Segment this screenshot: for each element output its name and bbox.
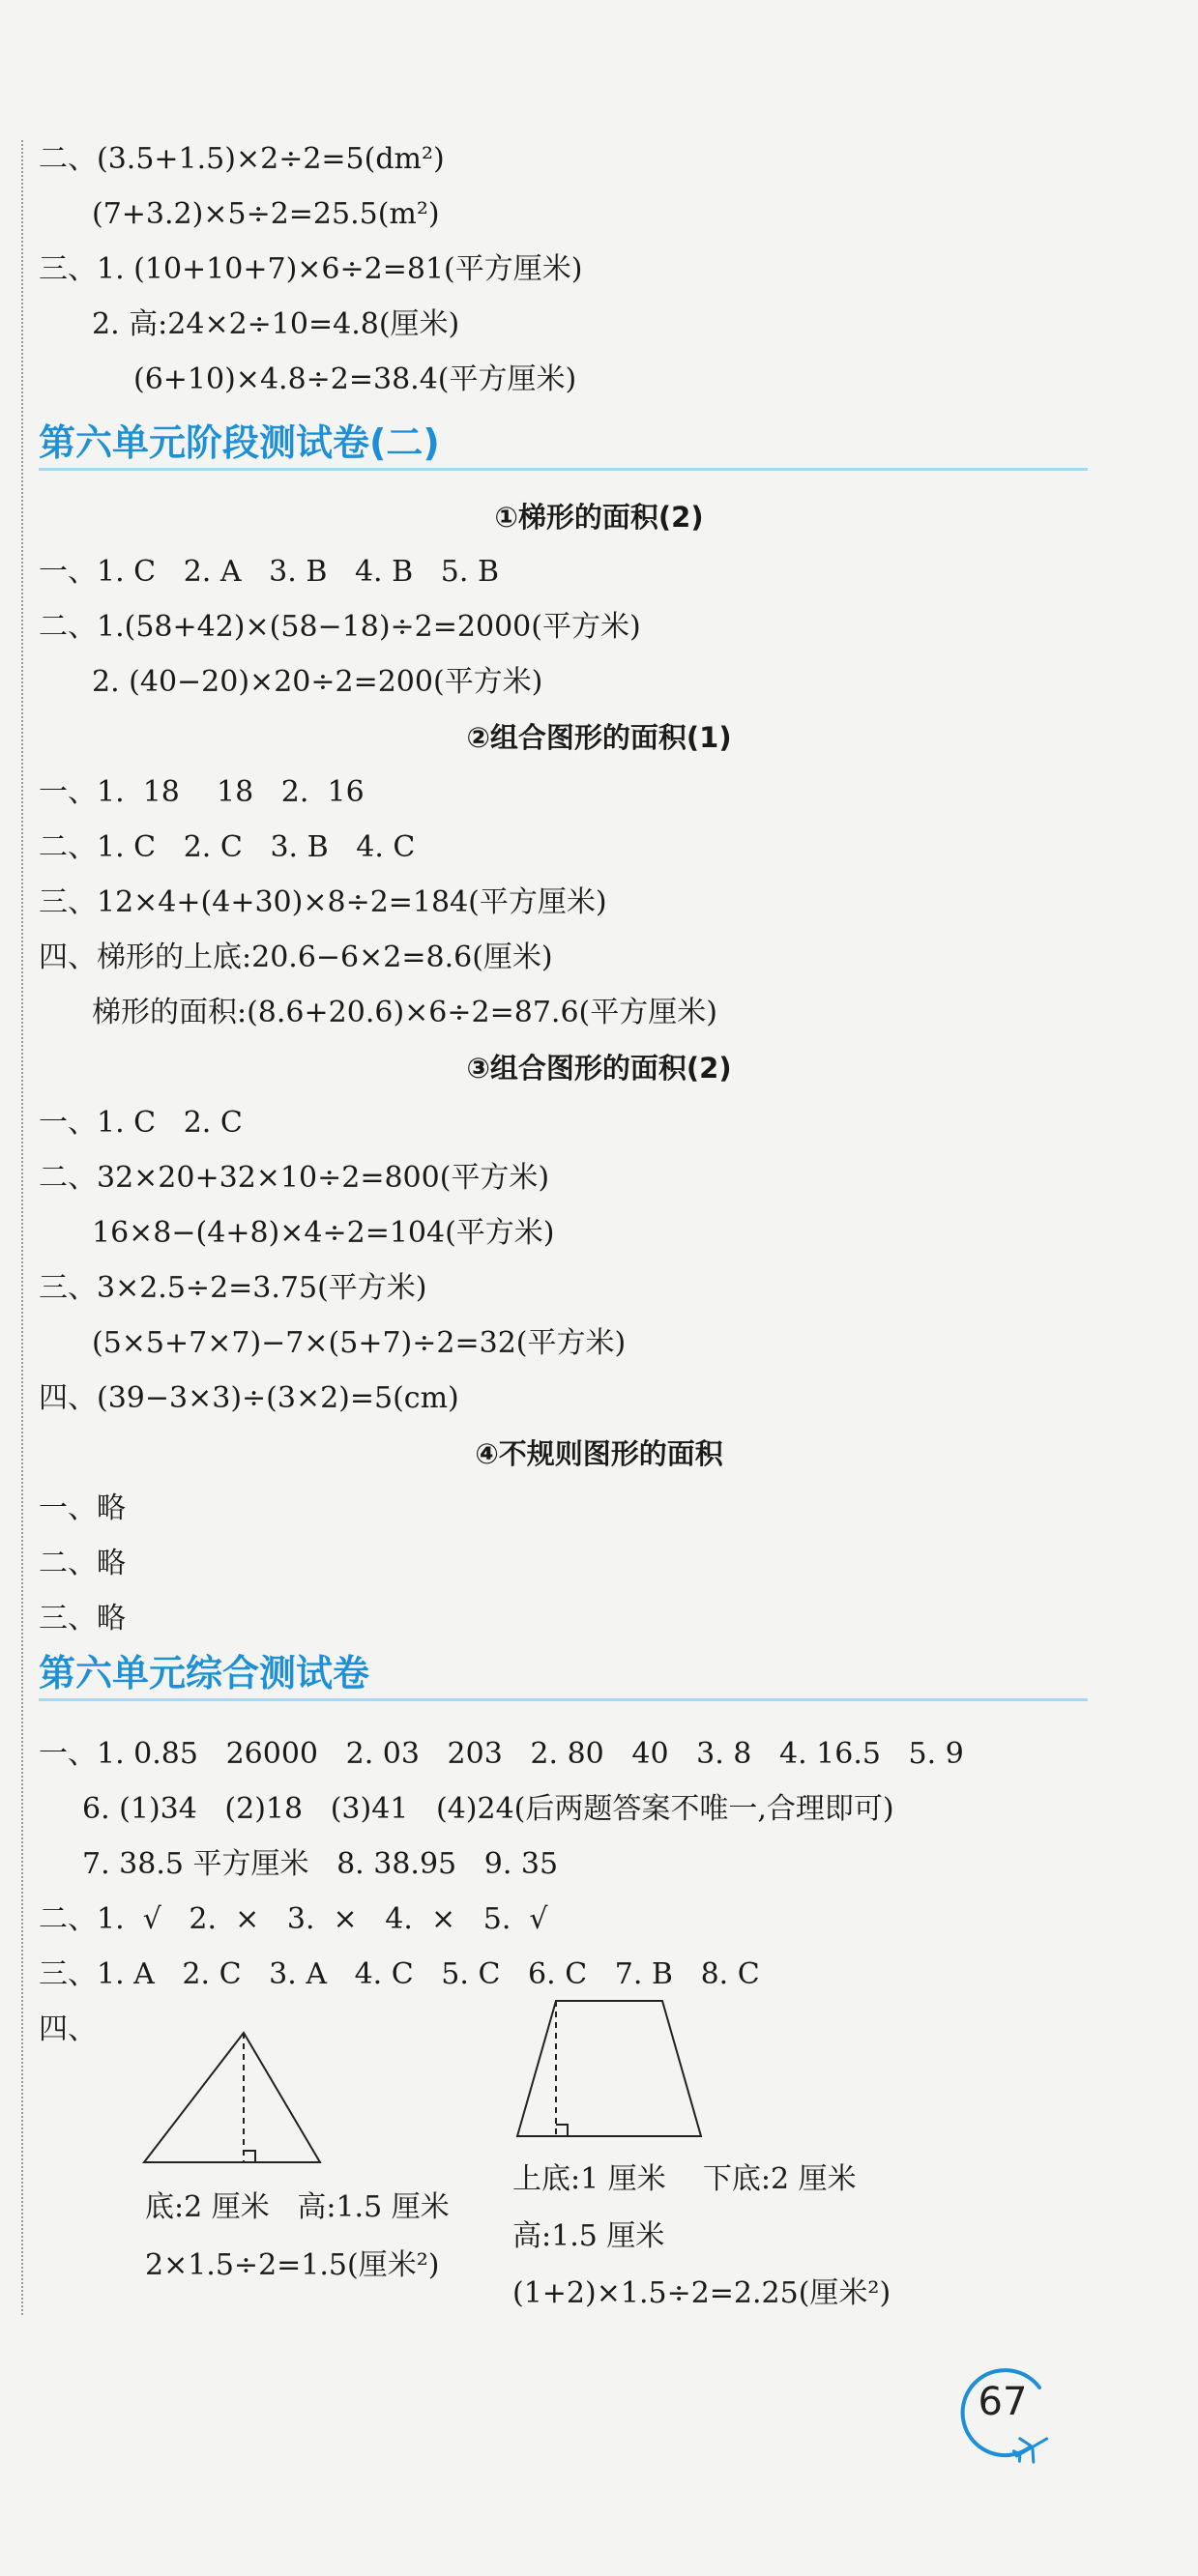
answer-line: 2. 高:24×2÷10=4.8(厘米): [92, 307, 460, 341]
subsection-title: ③组合图形的面积(2): [466, 1052, 732, 1085]
answer-line: (6+10)×4.8÷2=38.4(平方厘米): [133, 362, 577, 396]
answer-line: 三、12×4+(4+30)×8÷2=184(平方厘米): [39, 885, 607, 919]
answer-line: 四、: [39, 2012, 97, 2046]
answer-line: 16×8−(4+8)×4÷2=104(平方米): [92, 1216, 555, 1250]
answer-line: 7. 38.5 平方厘米 8. 38.95 9. 35: [82, 1847, 559, 1881]
subsection-title: ②组合图形的面积(1): [466, 721, 732, 754]
trapezoid-figure: [508, 1991, 711, 2146]
answer-line: 二、1. √ 2. × 3. × 4. × 5. √: [39, 1902, 548, 1936]
answer-line: 一、略: [39, 1491, 126, 1525]
answer-line: 三、3×2.5÷2=3.75(平方米): [39, 1271, 427, 1305]
answer-line: 二、略: [39, 1547, 126, 1580]
answer-line: 四、(39−3×3)÷(3×2)=5(cm): [39, 1381, 459, 1415]
answer-line: 二、1. C 2. C 3. B 4. C: [39, 830, 416, 864]
section-title: 第六单元综合测试卷: [39, 1648, 1088, 1701]
trapezoid-area: (1+2)×1.5÷2=2.25(厘米²): [512, 2276, 891, 2310]
airplane-icon: [1009, 2427, 1053, 2465]
answer-line: 二、32×20+32×10÷2=800(平方米): [39, 1161, 550, 1195]
answer-line: 2. (40−20)×20÷2=200(平方米): [92, 665, 543, 699]
subsection-title: ④不规则图形的面积: [475, 1437, 723, 1470]
answer-line: 一、1. 0.85 26000 2. 03 203 2. 80 40 3. 8 4. 16.5 5. 9: [39, 1737, 964, 1771]
answer-line: 二、(3.5+1.5)×2÷2=5(dm²): [39, 142, 445, 176]
answer-line: 一、1. C 2. A 3. B 4. B 5. B: [39, 555, 499, 589]
answer-line: 三、略: [39, 1602, 126, 1635]
page-number: 67: [978, 2380, 1028, 2424]
section-title: 第六单元阶段测试卷(二): [39, 418, 1088, 471]
answer-line: 三、1. (10+10+7)×6÷2=81(平方厘米): [39, 252, 583, 286]
answer-line: 6. (1)34 (2)18 (3)41 (4)24(后两题答案不唯一,合理即可): [82, 1792, 894, 1826]
answer-line: 四、梯形的上底:20.6−6×2=8.6(厘米): [39, 941, 553, 974]
subsection-title: ①梯形的面积(2): [494, 501, 704, 534]
answer-line: 二、1.(58+42)×(58−18)÷2=2000(平方米): [39, 610, 641, 644]
answer-line: 一、1. 18 18 2. 16: [39, 775, 365, 809]
margin-dotted-line: [21, 140, 23, 2315]
triangle-area: 2×1.5÷2=1.5(厘米²): [145, 2248, 440, 2282]
answer-line: (5×5+7×7)−7×(5+7)÷2=32(平方米): [92, 1326, 627, 1360]
trapezoid-height: 高:1.5 厘米: [512, 2219, 665, 2253]
answer-line: (7+3.2)×5÷2=25.5(m²): [92, 197, 440, 231]
answer-line: 三、1. A 2. C 3. A 4. C 5. C 6. C 7. B 8. C: [39, 1957, 760, 1991]
answer-line: 一、1. C 2. C: [39, 1106, 243, 1140]
triangle-dimensions: 底:2 厘米 高:1.5 厘米: [145, 2190, 450, 2224]
answer-line: 梯形的面积:(8.6+20.6)×6÷2=87.6(平方厘米): [92, 996, 717, 1029]
triangle-figure: [140, 2025, 334, 2170]
trapezoid-bases: 上底:1 厘米 下底:2 厘米: [512, 2162, 857, 2196]
